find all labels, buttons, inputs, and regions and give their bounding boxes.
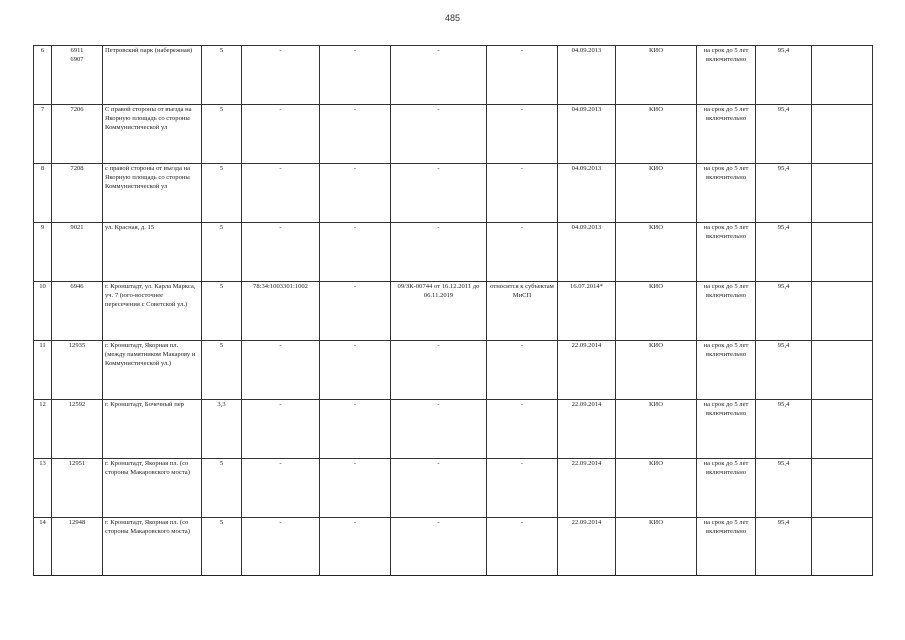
status-cell: - bbox=[487, 341, 558, 400]
table-row bbox=[34, 164, 873, 223]
dash-cell: - bbox=[320, 400, 391, 459]
date-cell: 04.09.2013 bbox=[558, 46, 616, 105]
category-cell: 5 bbox=[202, 105, 242, 164]
term-cell: на срок до 5 лет включительно bbox=[697, 46, 756, 105]
dash-cell: - bbox=[320, 518, 391, 576]
address-cell: с правой стороны от въезда на Якорную площадь со стороны Коммунистической ул bbox=[103, 164, 202, 223]
row-number-cell: 9 bbox=[34, 223, 52, 282]
date-cell: 22.09.2014 bbox=[558, 518, 616, 576]
document-cell: - bbox=[391, 46, 487, 105]
category-cell: 5 bbox=[202, 459, 242, 518]
document-cell: - bbox=[391, 105, 487, 164]
status-cell: - bbox=[487, 400, 558, 459]
organization-cell: КИО bbox=[616, 105, 697, 164]
category-cell: 5 bbox=[202, 282, 242, 341]
document-cell: - bbox=[391, 518, 487, 576]
date-cell: 22.09.2014 bbox=[558, 400, 616, 459]
organization-cell: КИО bbox=[616, 341, 697, 400]
row-number-cell: 6 bbox=[34, 46, 52, 105]
dash-cell: - bbox=[320, 105, 391, 164]
category-cell: 5 bbox=[202, 46, 242, 105]
dash-cell: - bbox=[320, 282, 391, 341]
organization-cell: КИО bbox=[616, 282, 697, 341]
row-number-cell: 14 bbox=[34, 518, 52, 576]
extra-cell bbox=[812, 164, 873, 223]
status-cell: - bbox=[487, 164, 558, 223]
table-row bbox=[34, 518, 873, 576]
category-cell: 5 bbox=[202, 341, 242, 400]
row-number-cell: 10 bbox=[34, 282, 52, 341]
code-cell: 6946 bbox=[52, 282, 103, 341]
extra-cell bbox=[812, 105, 873, 164]
organization-cell: КИО bbox=[616, 164, 697, 223]
term-cell: на срок до 5 лет включительно bbox=[697, 282, 756, 341]
code-cell: 9021 bbox=[52, 223, 103, 282]
cadastral-cell: - bbox=[242, 223, 320, 282]
date-cell: 16.07.2014* bbox=[558, 282, 616, 341]
table-row bbox=[34, 105, 873, 164]
table-row bbox=[34, 282, 873, 341]
status-cell: - bbox=[487, 518, 558, 576]
code-cell: 12592 bbox=[52, 400, 103, 459]
value-cell: 95,4 bbox=[756, 518, 812, 576]
cadastral-cell: - bbox=[242, 518, 320, 576]
organization-cell: КИО bbox=[616, 518, 697, 576]
code-cell: 12948 bbox=[52, 518, 103, 576]
status-cell: - bbox=[487, 459, 558, 518]
category-cell: 5 bbox=[202, 518, 242, 576]
value-cell: 95,4 bbox=[756, 105, 812, 164]
document-cell: - bbox=[391, 223, 487, 282]
row-number-cell: 7 bbox=[34, 105, 52, 164]
extra-cell bbox=[812, 400, 873, 459]
value-cell: 95,4 bbox=[756, 459, 812, 518]
term-cell: на срок до 5 лет включительно bbox=[697, 341, 756, 400]
table-row bbox=[34, 400, 873, 459]
date-cell: 04.09.2013 bbox=[558, 223, 616, 282]
table-row bbox=[34, 223, 873, 282]
dash-cell: - bbox=[320, 46, 391, 105]
extra-cell bbox=[812, 341, 873, 400]
organization-cell: КИО bbox=[616, 46, 697, 105]
cadastral-cell: - bbox=[242, 341, 320, 400]
extra-cell bbox=[812, 223, 873, 282]
status-cell: - bbox=[487, 46, 558, 105]
code-cell: 12935 bbox=[52, 341, 103, 400]
category-cell: 5 bbox=[202, 223, 242, 282]
cadastral-cell: - bbox=[242, 164, 320, 223]
cadastral-cell: - bbox=[242, 105, 320, 164]
document-cell: - bbox=[391, 341, 487, 400]
organization-cell: КИО bbox=[616, 400, 697, 459]
address-cell: г. Кронштадт, Якорная пл. (со стороны Макаровского моста) bbox=[103, 518, 202, 576]
value-cell: 95,4 bbox=[756, 223, 812, 282]
organization-cell: КИО bbox=[616, 459, 697, 518]
page-number: 485 bbox=[444, 13, 461, 23]
cadastral-cell: 78:34:1003301:1002 bbox=[242, 282, 320, 341]
date-cell: 22.09.2014 bbox=[558, 341, 616, 400]
cadastral-cell: - bbox=[242, 46, 320, 105]
table-row bbox=[34, 459, 873, 518]
category-cell: 3,3 bbox=[202, 400, 242, 459]
status-cell: - bbox=[487, 105, 558, 164]
term-cell: на срок до 5 лет включительно bbox=[697, 400, 756, 459]
registry-body bbox=[34, 46, 873, 576]
term-cell: на срок до 5 лет включительно bbox=[697, 223, 756, 282]
extra-cell bbox=[812, 459, 873, 518]
document-cell: - bbox=[391, 164, 487, 223]
value-cell: 95,4 bbox=[756, 164, 812, 223]
extra-cell bbox=[812, 282, 873, 341]
code-cell: 7208 bbox=[52, 164, 103, 223]
row-number-cell: 11 bbox=[34, 341, 52, 400]
address-cell: С правой стороны от въезда на Якорную площадь со стороны Коммунистической ул bbox=[103, 105, 202, 164]
cadastral-cell: - bbox=[242, 400, 320, 459]
dash-cell: - bbox=[320, 164, 391, 223]
address-cell: г. Кронштадт, ул. Карла Маркса, уч. 7 (юго-восточнее пересечения с Советской ул.) bbox=[103, 282, 202, 341]
address-cell: г. Кронштадт, Бочечный пер bbox=[103, 400, 202, 459]
dash-cell: - bbox=[320, 341, 391, 400]
value-cell: 95,4 bbox=[756, 282, 812, 341]
date-cell: 22.09.2014 bbox=[558, 459, 616, 518]
value-cell: 95,4 bbox=[756, 341, 812, 400]
address-cell: г. Кронштадт, Якорная пл. (между памятником Макарову и Коммунистической ул.) bbox=[103, 341, 202, 400]
organization-cell: КИО bbox=[616, 223, 697, 282]
cadastral-cell: - bbox=[242, 459, 320, 518]
address-cell: ул. Красная, д. 15 bbox=[103, 223, 202, 282]
date-cell: 04.09.2013 bbox=[558, 105, 616, 164]
row-number-cell: 8 bbox=[34, 164, 52, 223]
address-cell: Петровский парк (набережная) bbox=[103, 46, 202, 105]
value-cell: 95,4 bbox=[756, 400, 812, 459]
table-row bbox=[34, 46, 873, 105]
status-cell: относится к субъектам МиСП bbox=[487, 282, 558, 341]
table-row bbox=[34, 341, 873, 400]
registry-table bbox=[33, 45, 873, 576]
address-cell: г. Кронштадт, Якорная пл. (со стороны Макаровского моста) bbox=[103, 459, 202, 518]
dash-cell: - bbox=[320, 223, 391, 282]
term-cell: на срок до 5 лет включительно bbox=[697, 459, 756, 518]
dash-cell: - bbox=[320, 459, 391, 518]
date-cell: 04.09.2013 bbox=[558, 164, 616, 223]
code-cell: 6911 6907 bbox=[52, 46, 103, 105]
term-cell: на срок до 5 лет включительно bbox=[697, 105, 756, 164]
term-cell: на срок до 5 лет включительно bbox=[697, 518, 756, 576]
code-cell: 7206 bbox=[52, 105, 103, 164]
term-cell: на срок до 5 лет включительно bbox=[697, 164, 756, 223]
extra-cell bbox=[812, 46, 873, 105]
document-cell: - bbox=[391, 400, 487, 459]
status-cell: - bbox=[487, 223, 558, 282]
value-cell: 95,4 bbox=[756, 46, 812, 105]
code-cell: 12951 bbox=[52, 459, 103, 518]
extra-cell bbox=[812, 518, 873, 576]
row-number-cell: 12 bbox=[34, 400, 52, 459]
category-cell: 5 bbox=[202, 164, 242, 223]
document-cell: - bbox=[391, 459, 487, 518]
row-number-cell: 13 bbox=[34, 459, 52, 518]
document-cell: 09/ЗК-00744 от 16.12.2011 до 06.11.2019 bbox=[391, 282, 487, 341]
